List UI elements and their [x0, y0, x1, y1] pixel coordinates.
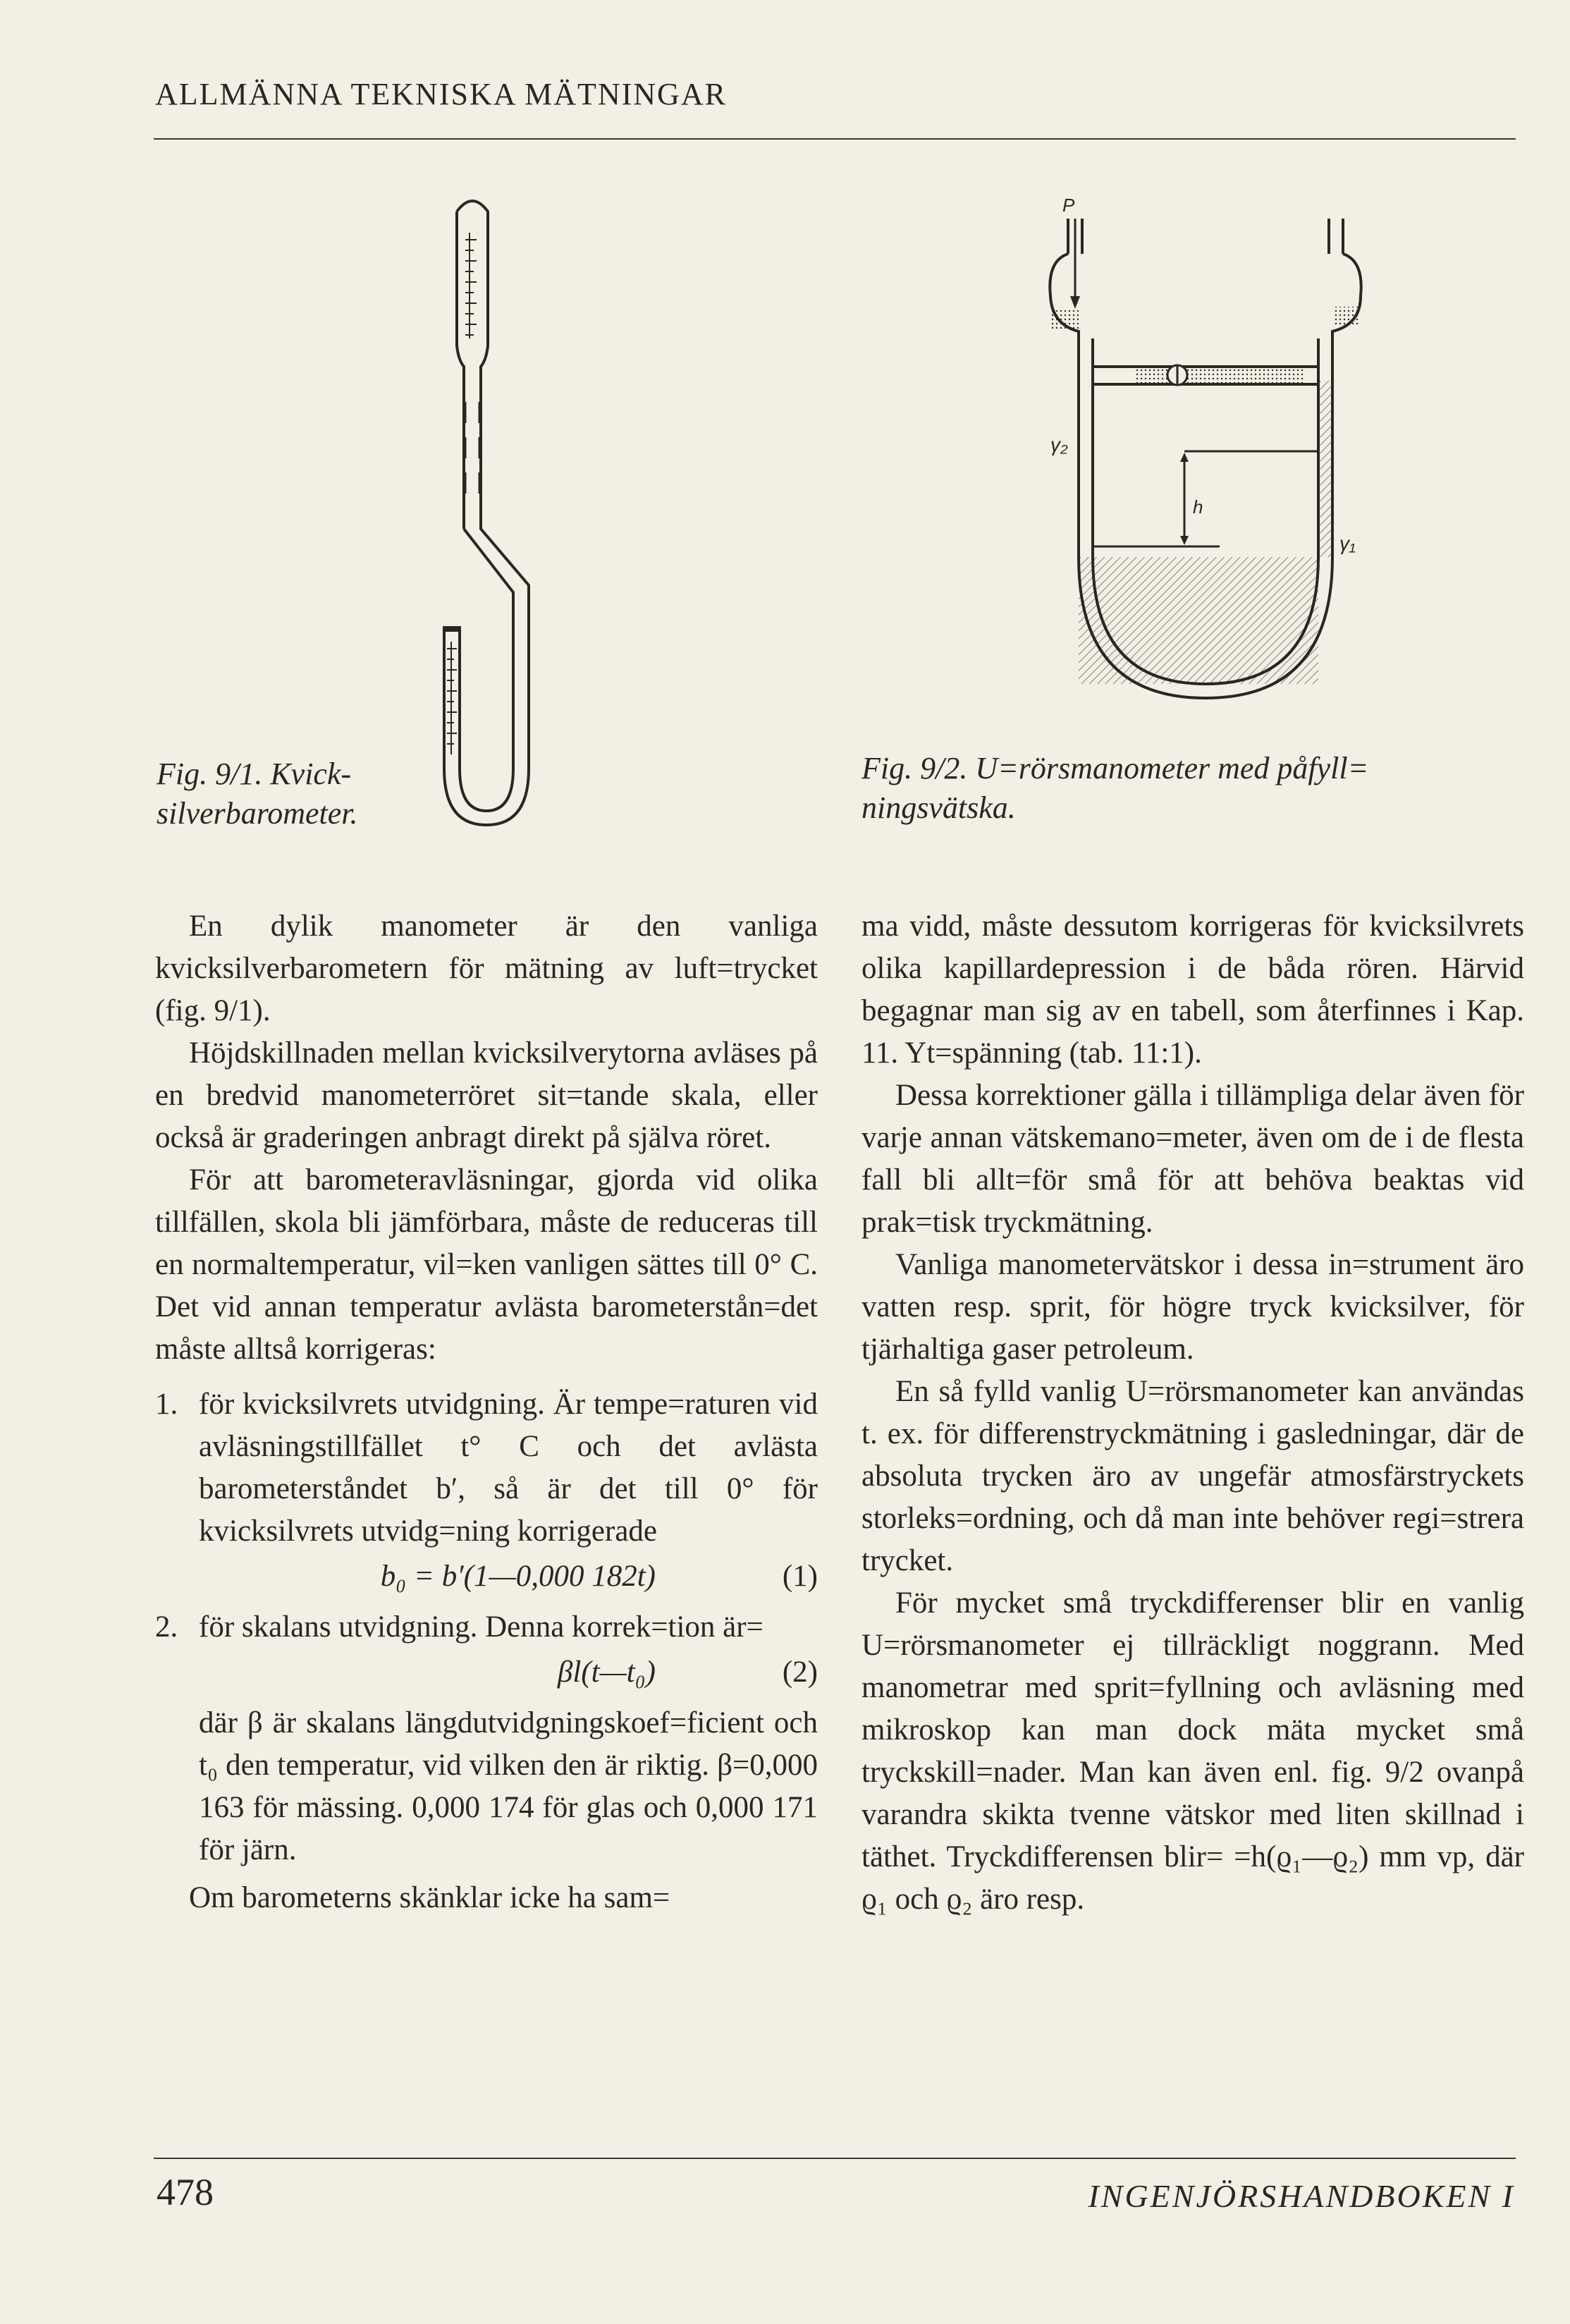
- figure-barometer: [423, 190, 550, 846]
- list-item-2: [155, 1606, 818, 1871]
- figure-1-caption-line2: silverbarometer.: [157, 796, 358, 831]
- right-paragraph-2: Dessa korrektioner gälla i tillämpliga delar även för varje annan vätskemano=meter, även om de i de flesta fall bli allt=för små för att behöva beaktas vid prak=tisk tryckmätning.: [861, 1079, 1524, 1239]
- right-paragraph-5: För mycket små tryckdifferenser blir en vanlig U=rörsmanometer ej tillräckligt noggrann. Med manometrar med sprit=fyllning och avläsning med mikroskop kan man dock mäta mycket små tryckskill=nader. Man kan även enl. fig. 9/2 ovanpå varandra skikta tvenne vätskor med liten skillnad i täthet. Tryckdifferensen blir= =h(ϱ₁—ϱ₂) mm vp, där ϱ₁ och ϱ₂ äro resp.: [861, 1586, 1524, 1916]
- figure-2-caption-line2: ningsvätska.: [861, 790, 1016, 825]
- list-item-2-number: 2.: [155, 1610, 178, 1644]
- label-h: h: [1193, 496, 1203, 518]
- page-number: 478: [157, 2171, 214, 2213]
- left-paragraph-2: Höjdskillnaden mellan kvicksilverytorna avläses på en bredvid manometerröret sit=tande skala, eller också är graderingen anbragt direkt på själva röret.: [155, 1036, 818, 1154]
- list-item-2-text: för skalans utvidgning. Denna korrek=tion är=: [199, 1610, 763, 1644]
- book-title: INGENJÖRSHANDBOKEN I: [1088, 2178, 1515, 2214]
- figure-u-tube-manometer: [1008, 190, 1389, 754]
- formula-2-expression: βl(t—t₀): [557, 1656, 656, 1689]
- figure-1-caption: [157, 754, 439, 833]
- left-column: [155, 905, 818, 1919]
- formula-1-expression: b₀ = b′(1—0,000 182t): [380, 1560, 656, 1593]
- formula-2: [199, 1651, 818, 1698]
- list-item-1-text: för kvicksilvrets utvidgning. Är tempe=raturen vid avläsningstillfället t° C och det avlästa barometerståndet b′, så är det till 0° för kvicksilvrets utvidg=ning korrigerade: [199, 1388, 818, 1548]
- right-paragraph-1: ma vidd, måste dessutom korrigeras för kvicksilvrets olika kapillardepression i de båda rören. Härvid begagnar man sig av en tabell, som återfinnes i Kap. 11. Yt=spänning (tab. 11:1).: [861, 910, 1524, 1070]
- left-paragraph-4: Om barometerns skänklar icke ha sam=: [189, 1881, 670, 1914]
- header-rule: [154, 138, 1516, 140]
- figure-2-caption-line1: Fig. 9/2. U=rörsmanometer med påfyll=: [861, 751, 1369, 785]
- figure-1-caption-line1: Fig. 9/1. Kvick-: [157, 757, 352, 791]
- running-head: ALLMÄNNA TEKNISKA MÄTNINGAR: [155, 77, 727, 111]
- formula-2-number: (2): [782, 1656, 818, 1689]
- label-p: P: [1062, 195, 1075, 216]
- formula-1-number: (1): [782, 1560, 818, 1593]
- right-paragraph-4: En så fylld vanlig U=rörsmanometer kan användas t. ex. för differenstryckmätning i gasledningar, där de absoluta trycken äro av ungefär atmosfärstryckets storleks=ordning, och då man inte behöver regi=strera trycket.: [861, 1375, 1524, 1577]
- left-paragraph-3: För att barometeravläsningar, gjorda vid olika tillfällen, skola bli jämförbara, måste de reduceras till en normaltemperatur, vil=ken vanligen sättes till 0° C. Det vid annan temperatur avlästa barometerstån=det måste alltså korrigeras:: [155, 1163, 818, 1366]
- label-gamma1: γ₁: [1339, 532, 1356, 554]
- footer-rule: [154, 2158, 1516, 2159]
- label-gamma2: γ₂: [1050, 434, 1068, 455]
- right-paragraph-3: Vanliga manometervätskor i dessa in=strument äro vatten resp. sprit, för högre tryck kvicksilver, för tjärhaltiga gaser petroleum.: [861, 1248, 1524, 1366]
- list-item-2-continuation: där β är skalans längdutvidgningskoef=ficient och t₀ den temperatur, vid vilken den är riktig. β=0,000 163 för mässing. 0,000 174 för glas och 0,000 171 för järn.: [199, 1706, 818, 1866]
- formula-1: [199, 1555, 818, 1602]
- list-item-1-number: 1.: [155, 1388, 178, 1421]
- list-item-1: [155, 1383, 818, 1602]
- left-paragraph-1: En dylik manometer är den vanliga kvicksilverbarometern för mätning av luft=trycket (fig. 9/1).: [155, 910, 818, 1027]
- figure-2-caption: [861, 749, 1524, 828]
- right-column: [861, 905, 1524, 1921]
